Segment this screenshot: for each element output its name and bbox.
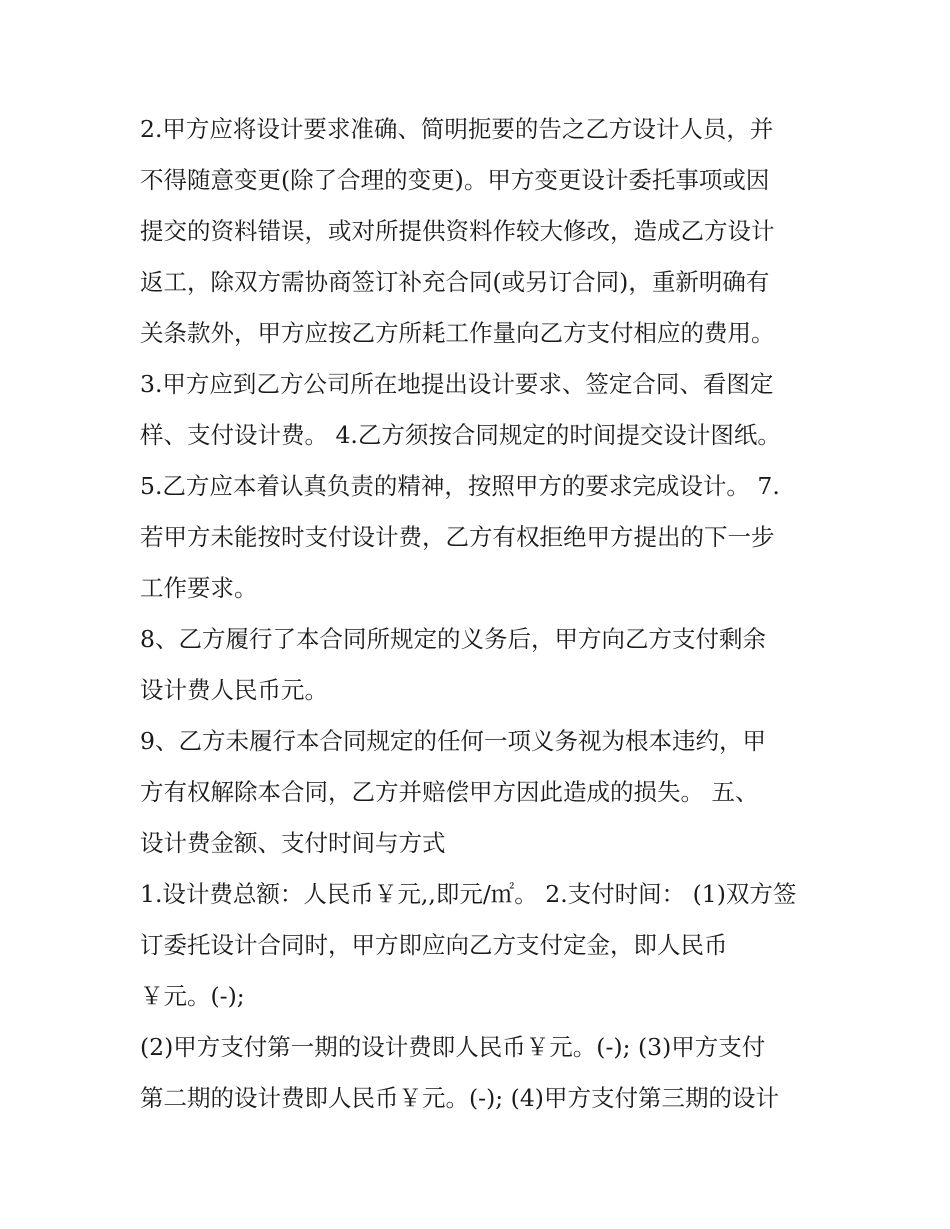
- text-line: 返工，除双方需协商签订补充合同(或另订合同)，重新明确有: [140, 268, 770, 296]
- text-line: 1.设计费总额：人民币￥元,,即元/㎡。 2.支付时间： (1)双方签: [140, 880, 797, 908]
- text-line: 工作要求。: [140, 574, 258, 602]
- text-line: (2)甲方支付第一期的设计费即人民币￥元。(-); (3)甲方支付: [140, 1033, 766, 1061]
- text-line: 2.甲方应将设计要求准确、简明扼要的告之乙方设计人员，并: [140, 115, 774, 143]
- text-line: ￥元。(-);: [140, 982, 245, 1010]
- text-line: 5.乙方应本着认真负责的精神，按照甲方的要求完成设计。 7.: [140, 472, 780, 500]
- text-line: 提交的资料错误，或对所提供资料作较大修改，造成乙方设计: [140, 217, 775, 245]
- text-line: 设计费金额、支付时间与方式: [140, 829, 446, 857]
- text-line: 若甲方未能按时支付设计费，乙方有权拒绝甲方提出的下一步: [140, 523, 775, 551]
- text-line: 不得随意变更(除了合理的变更)。甲方变更设计委托事项或因: [140, 166, 770, 194]
- text-line: 3.甲方应到乙方公司所在地提出设计要求、签定合同、看图定: [140, 370, 774, 398]
- text-line: 方有权解除本合同，乙方并赔偿甲方因此造成的损失。 五、: [140, 778, 759, 806]
- document-body: [140, 104, 820, 1124]
- text-line: 第二期的设计费即人民币￥元。(-); (4)甲方支付第三期的设计: [140, 1084, 779, 1112]
- text-line: 关条款外，甲方应按乙方所耗工作量向乙方支付相应的费用。: [140, 319, 775, 347]
- text-line: 设计费人民币元。: [140, 676, 328, 704]
- text-line: 订委托设计合同时，甲方即应向乙方支付定金，即人民币: [140, 931, 728, 959]
- text-line: 9、乙方未履行本合同规定的任何一项义务视为根本违约，甲: [140, 727, 766, 755]
- text-line: 样、支付设计费。 4.乙方须按合同规定的时间提交设计图纸。: [140, 421, 781, 449]
- text-line: 8、乙方履行了本合同所规定的义务后，甲方向乙方支付剩余: [140, 625, 766, 653]
